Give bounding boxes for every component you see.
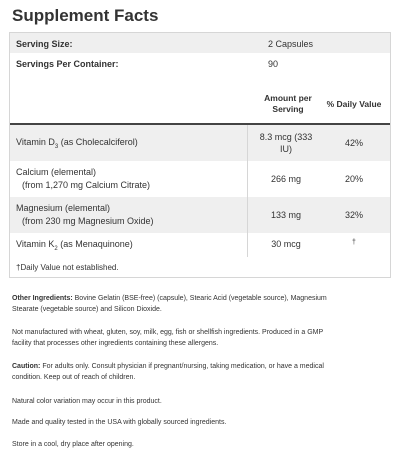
serving-size-value: 2 Capsules [268, 39, 314, 49]
nutrient-name: Magnesium (elemental) (from 230 mg Magnesium Oxide) [16, 203, 154, 226]
nutrient-name: Calcium (elemental) (from 1,270 mg Calcium Citrate) [16, 167, 151, 190]
daily-value-header: % Daily Value [326, 99, 382, 109]
origin-note: Made and quality tested in the USA with globally sourced ingredients. [12, 419, 227, 426]
nutrient-row-vitamin-k2 [10, 233, 390, 257]
serving-size-row [10, 33, 390, 53]
storage-note: Store in a cool, dry place after opening. [12, 441, 134, 448]
nutrient-amount: 266 mg [270, 174, 302, 184]
servings-per-container-label: Servings Per Container: [16, 59, 119, 69]
page-title: Supplement Facts [12, 6, 159, 25]
nutrient-daily-value: † [352, 239, 356, 246]
nutrient-daily-value: 20% [344, 174, 363, 184]
color-variation-note: Natural color variation may occur in this product. [12, 398, 162, 405]
nutrient-row-calcium [10, 161, 390, 197]
allergen-statement: Not manufactured with wheat, gluten, soy, milk, egg, fish or shellfish ingredients. Produced in a GMP facility that processes other ingredients containing these allergens. [12, 329, 324, 347]
nutrient-row-vitamin-d3 [10, 125, 390, 161]
nutrient-daily-value: 42% [344, 138, 363, 148]
servings-per-container-value: 90 [268, 59, 279, 69]
serving-size-label: Serving Size: [16, 39, 73, 49]
supplement-facts-table [9, 32, 391, 278]
nutrient-amount: 8.3 mcg (333 IU) [259, 132, 313, 154]
nutrient-name: Vitamin $D_3$ (as Cholecalciferol) [16, 137, 138, 150]
footnote: †Daily Value not established. [16, 263, 119, 272]
caution-statement: Caution: For adults only. Consult physician if pregnant/nursing, taking medication, or have a medical condition. Keep out of reach of children. [12, 363, 324, 381]
servings-per-container-row [10, 53, 390, 73]
amount-per-serving-header: Amount per Serving [264, 93, 312, 114]
nutrient-amount: 30 mcg [271, 239, 301, 249]
nutrient-row-magnesium [10, 197, 390, 233]
nutrient-amount: 133 mg [270, 210, 302, 220]
other-ingredients: Other Ingredients: Bovine Gelatin (BSE-free) (capsule), Stearic Acid (vegetable source), Magnesium Stearate (vegetable source) and Silicon Dioxide. [12, 295, 327, 313]
nutrient-name: Vitamin $K_2$ (as Menaquinone) [16, 239, 133, 252]
nutrient-daily-value: 32% [344, 210, 363, 220]
